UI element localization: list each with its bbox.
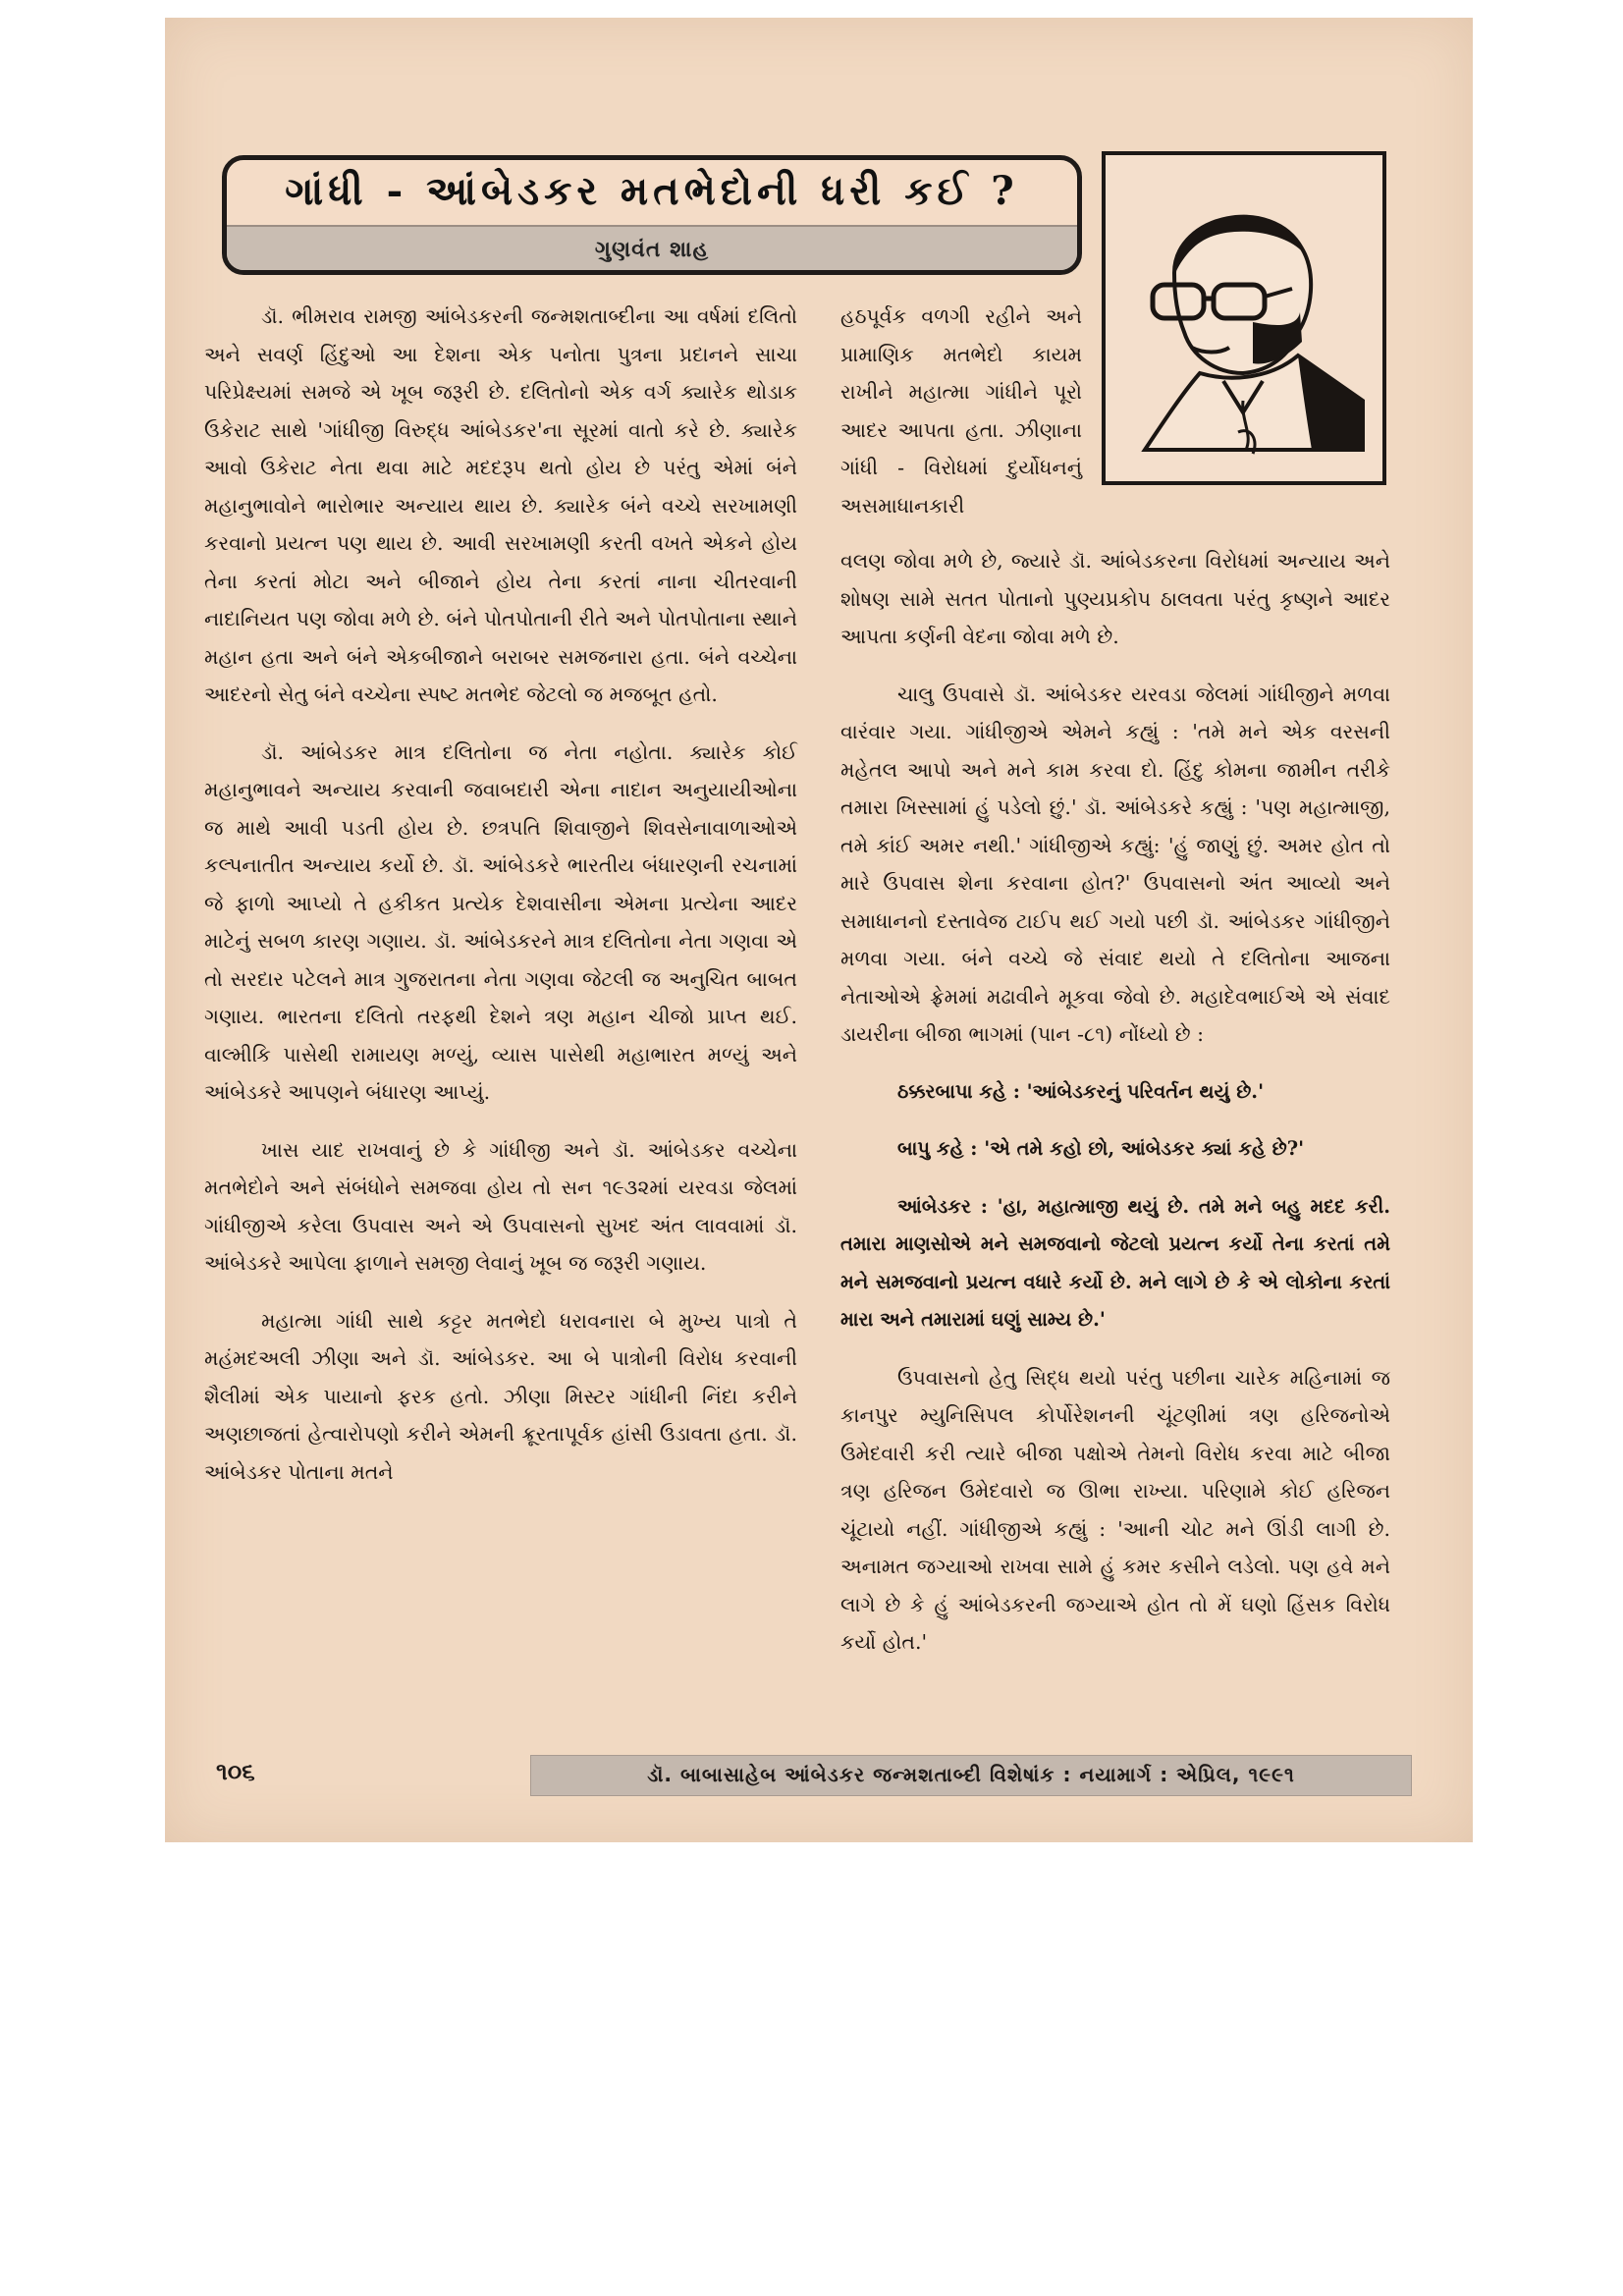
title-banner: [222, 155, 1082, 275]
paragraph: ડૉ. ભીમરાવ રામજી આંબેડકરની જન્મશતાબ્દીના આ વર્ષમાં દલિતો અને સવર્ણ હિંદુઓ આ દેશના એક પનોતા પુત્રના પ્રદાનને સાચા પરિપ્રેક્ષ્યમાં સમજે એ ખૂબ જરૂરી છે. દલિતોનો એક વર્ગ ક્યારેક થોડાક ઉકેરાટ સાથે 'ગાંધીજી વિરુદ્ધ આંબેડકર'ના સૂરમાં વાતો કરે છે. ક્યારેક આવો ઉકેરાટ નેતા થવા માટે મદદરૂપ થતો હોય છે પરંતુ એમાં બંને મહાનુભાવોને ભારોભાર અન્યાય થાય છે. ક્યારેક બંને વચ્ચે સરખામણી કરવાનો પ્રયત્ન પણ થાય છે. આવી સરખામણી કરતી વખતે એકને હોય તેના કરતાં મોટા અને બીજાને હોય તેના કરતાં નાના ચીતરવાની નાદાનિયત પણ જોવા મળે છે. બંને પોતપોતાની રીતે અને પોતપોતાના સ્થાને મહાન હતા અને બંને એકબીજાને બરાબર સમજનારા હતા. બંને વચ્ચેના આદરનો સેતુ બંને વચ્ચેના સ્પષ્ટ મતભેદ જેટલો જ મજબૂત હતો.: [204, 304, 797, 706]
right-column-top: [840, 298, 1082, 524]
article-title: ગાંધી - આંબેડકર મતભેદોની ધરી કઈ ?: [285, 168, 1019, 214]
dialogue-line: બાપુ કહે : 'એ તમે કહો છો, આંબેડકર ક્યાં કહે છે?': [897, 1137, 1305, 1160]
paragraph: વલણ જોવા મળે છે, જ્યારે ડૉ. આંબેડકરના વિરોધમાં અન્યાય અને શોષણ સામે સતત પોતાનો પુણ્યપ્રકોપ ઠાલવતા પરંતુ કૃષ્ણને આદર આપતા કર્ણની વેદના જોવા મળે છે.: [840, 549, 1390, 648]
page-number: ૧૦૬: [216, 1758, 255, 1785]
left-column: [204, 298, 797, 1491]
magazine-page: [165, 18, 1473, 1842]
dialogue-line: ઠક્કરબાપા કહે : 'આંબેડકરનું પરિવર્તન થયું છે.': [897, 1079, 1265, 1103]
footer-band: [530, 1755, 1412, 1796]
portrait-sketch-icon: [1106, 155, 1382, 481]
paragraph: મહાત્મા ગાંધી સાથે કટ્ટર મતભેદો ધરાવનારા બે મુખ્ય પાત્રો તે મહંમદઅલી ઝીણા અને ડૉ. આંબેડકર. આ બે પાત્રોની વિરોધ કરવાની શૈલીમાં એક પાયાનો ફરક હતો. ઝીણા મિસ્ટર ગાંધીની નિંદા કરીને અણછાજતાં હેત્વારોપણો કરીને એમની ક્રૂરતાપૂર્વક હાંસી ઉડાવતા હતા. ડૉ. આંબેડકર પોતાના મતને: [204, 1308, 797, 1484]
paragraph: ડૉ. આંબેડકર માત્ર દલિતોના જ નેતા નહોતા. ક્યારેક કોઈ મહાનુભાવને અન્યાય કરવાની જવાબદારી એના નાદાન અનુયાયીઓના જ માથે આવી પડતી હોય છે. છત્રપતિ શિવાજીને શિવસેનાવાળાઓએ કલ્પનાતીત અન્યાય કર્યો છે. ડૉ. આંબેડકરે ભારતીય બંધારણની રચનામાં જે ફાળો આપ્યો તે હકીકત પ્રત્યેક દેશવાસીના એમના પ્રત્યેના આદર માટેનું સબળ કારણ ગણાય. ડૉ. આંબેડકરને માત્ર દલિતોના નેતા ગણવા એ તો સરદાર પટેલને માત્ર ગુજરાતના નેતા ગણવા જેટલી જ અનુચિત બાબત ગણાય. ભારતના દલિતો તરફથી દેશને ત્રણ મહાન ચીજો પ્રાપ્ત થઈ. વાલ્મીકિ પાસેથી રામાયણ મળ્યું, વ્યાસ પાસેથી મહાભારત મળ્યું અને આંબેડકરે આપણને બંધારણ આપ્યું.: [204, 739, 797, 1104]
portrait-sketch: [1102, 151, 1386, 485]
paragraph: ખાસ યાદ રાખવાનું છે કે ગાંધીજી અને ડૉ. આંબેડકર વચ્ચેના મતભેદોને અને સંબંધોને સમજવા હોય તો સન ૧૯૩૨માં યરવડા જેલમાં ગાંધીજીએ કરેલા ઉપવાસ અને એ ઉપવાસનો સુખદ અંત લાવવામાં ડૉ. આંબેડકરે આપેલા ફાળાને સમજી લેવાનું ખૂબ જ જરૂરી ગણાય.: [204, 1137, 797, 1275]
right-column: [840, 542, 1390, 1662]
paragraph: હઠપૂર્વક વળગી રહીને અને પ્રામાણિક મતભેદો કાયમ રાખીને મહાત્મા ગાંધીને પૂરો આદર આપતા હતા. ઝીણાના ગાંધી - વિરોધમાં દુર્યોધનનું અસમાધાનકારી: [840, 304, 1082, 518]
paragraph: ચાલુ ઉપવાસે ડૉ. આંબેડકર યરવડા જેલમાં ગાંધીજીને મળવા વારંવાર ગયા. ગાંધીજીએ એમને કહ્યું : 'તમે મને એક વરસની મહેતલ આપો અને મને કામ કરવા દો. હિંદુ કોમના જામીન તરીકે તમારા ખિસ્સામાં હું પડેલો છું.' ડૉ. આંબેડકરે કહ્યું : 'પણ મહાત્માજી, તમે કાંઈ અમર નથી.' ગાંધીજીએ કહ્યું: 'હું જાણું છું. અમર હોત તો મારે ઉપવાસ શેના કરવાના હોત?' ઉપવાસનો અંત આવ્યો અને સમાધાનનો દસ્તાવેજ ટાઈપ થઈ ગયો પછી ડૉ. આંબેડકર ગાંધીજીને મળવા ગયા. બંને વચ્ચે જે સંવાદ થયો તે દલિતોના આજના નેતાઓએ ફ્રેમમાં મઢાવીને મૂકવા જેવો છે. મહાદેવભાઈએ એ સંવાદ ડાયરીના બીજા ભાગમાં (પાન -૮૧) નોંધ્યો છે :: [840, 682, 1390, 1046]
footer-text: ડૉ. બાબાસાહેબ આંબેડકર જન્મશતાબ્દી વિશેષાંક : નયામાર્ગ : એપ્રિલ, ૧૯૯૧: [647, 1763, 1295, 1786]
paragraph: ઉપવાસનો હેતુ સિદ્ધ થયો પરંતુ પછીના ચારેક મહિનામાં જ કાનપુર મ્યુનિસિપલ કોર્પોરેશનની ચૂંટણીમાં ત્રણ હરિજનોએ ઉમેદવારી કરી ત્યારે બીજા પક્ષોએ તેમનો વિરોધ કરવા માટે બીજા ત્રણ હરિજન ઉમેદવારો જ ઊભા રાખ્યા. પરિણામે કોઈ હરિજન ચૂંટાયો નહીં. ગાંધીજીએ કહ્યું : 'આની ચોટ મને ઊંડી લાગી છે. અનામત જગ્યાઓ રાખવા સામે હું કમર કસીને લડેલો. પણ હવે મને લાગે છે કે હું આંબેડકરની જગ્યાએ હોત તો મેં ઘણો હિંસક વિરોધ કર્યો હોત.': [840, 1365, 1390, 1654]
article-author: ગુણવંત શાહ: [594, 238, 710, 262]
dialogue-line: આંબેડકર : 'હા, મહાત્માજી થયું છે. તમે મને બહુ મદદ કરી. તમારા માણસોએ મને સમજવાનો જેટલો પ્રયત્ન કર્યો તેના કરતાં તમે મને સમજવાનો પ્રયત્ન વધારે કર્યો છે. મને લાગે છે કે એ લોકોના કરતાં મારા અને તમારામાં ઘણું સામ્ય છે.': [840, 1194, 1390, 1331]
